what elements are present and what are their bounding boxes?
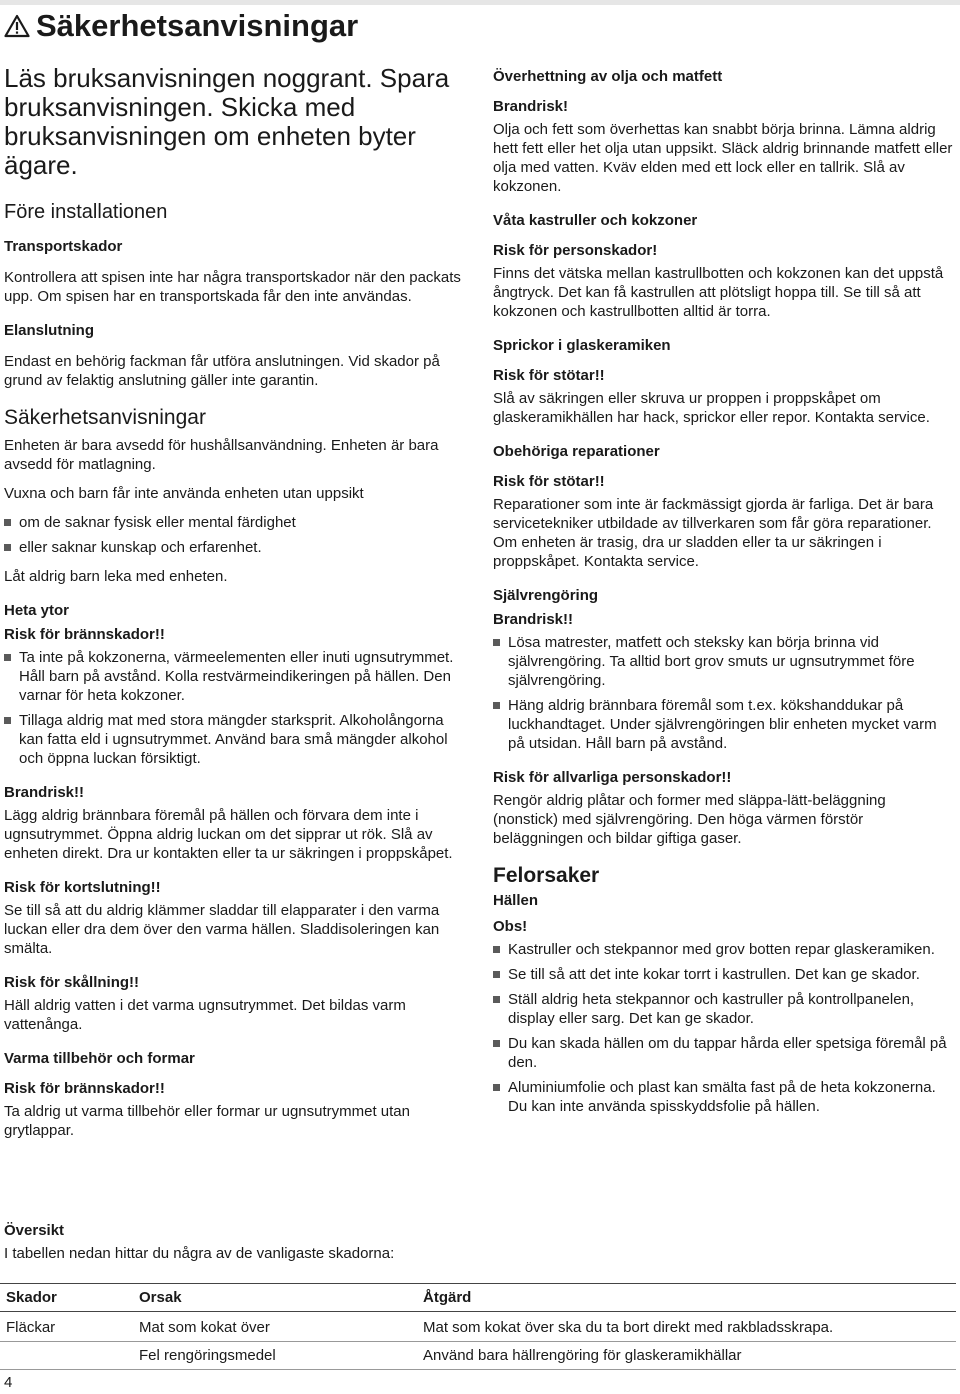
list-item xyxy=(493,940,953,959)
list-item xyxy=(4,513,464,532)
text-wet: Finns det vätska mellan kastrullbotten och kokzonen kan det uppstå ångtryck. Det kan få kastrullen att plötsligt hoppa till. Se till så att kokzonen och kastrullbotten alltid är torra. xyxy=(493,265,944,320)
heading-repairs: Obehöriga reparationer xyxy=(493,443,660,460)
heading-repair-risk: Risk för stötar!! xyxy=(493,473,605,490)
text-overview: I tabellen nedan hittar du några av de vanligaste skadorna: xyxy=(4,1245,395,1262)
fault-table xyxy=(0,1283,956,1370)
table-cell: Mat som kokat över xyxy=(139,1319,270,1336)
bullet-icon xyxy=(4,544,11,551)
bullet-icon xyxy=(493,946,500,953)
heading-hot-surfaces: Heta ytor xyxy=(4,602,70,619)
overview-section xyxy=(4,1222,604,1273)
heading-crack-risk: Risk för stötar!! xyxy=(493,367,605,384)
section-before-install: Före installationen xyxy=(4,201,168,223)
hob-list xyxy=(493,940,953,1116)
list-item-text: Lösa matrester, matfett och steksky kan börja brinna vid självrengöring. Ta alltid bort grov smuts ur ugnsutrymmet före självrengöring. xyxy=(508,634,915,689)
heading-burn-risk: Risk för brännskador!! xyxy=(4,626,165,643)
heading-obs: Obs! xyxy=(493,918,528,935)
text-oil: Olja och fett som överhettas kan snabbt börja brinna. Lämna aldrig hett fett eller het olja utan uppsikt. Släck aldrig brinnande matfett eller olja med vatten. Kväv elden med ett lock eller en tallrik. Slå av kokzonen. xyxy=(493,121,953,195)
bullet-icon xyxy=(493,702,500,709)
col-header-cause: Orsak xyxy=(139,1289,182,1306)
bullet-icon xyxy=(4,654,11,661)
col-header-action: Åtgärd xyxy=(423,1289,472,1306)
list-item-text: om de saknar fysisk eller mental färdighet xyxy=(19,514,296,531)
text-fire: Lägg aldrig brännbara föremål på hällen och förvara dem inte i ugnsutrymmet. Öppna aldrig luckan om det sipprar ut rök. Slå av enheten direkt. Dra ur kontakten eller ta ur säkringen i proppskåpet. xyxy=(4,807,453,862)
heading-selfclean: Självrengöring xyxy=(493,587,599,604)
heading-elanslutning: Elanslutning xyxy=(4,322,94,339)
list-item-text: Tillaga aldrig mat med stora mängder starksprit. Alkoholångorna kan fatta eld i ugnsutrymmet. Använd bara små mängder alkohol och öppna luckan försiktigt. xyxy=(19,712,448,767)
list-item xyxy=(493,965,953,984)
table-cell: Använd bara hällrengöring för glaskeramikhällar xyxy=(423,1347,742,1364)
selfclean-list xyxy=(493,633,953,753)
list-item xyxy=(493,1078,953,1116)
list-item-text: Ställ aldrig heta stekpannor och kastruller på kontrollpanelen, display eller sarg. Det kan ge skador. xyxy=(508,991,915,1027)
hot-list xyxy=(4,648,464,768)
heading-scald: Risk för skållning!! xyxy=(4,974,140,991)
heading-selfclean-fire: Brandrisk!! xyxy=(493,611,574,628)
right-column xyxy=(493,68,953,1126)
heading-short-circuit: Risk för kortslutning!! xyxy=(4,879,161,896)
text-cracks: Slå av säkringen eller skruva ur proppen i proppskåpet om glaskeramikhällen har hack, sprickor eller repor. Kontakta service. xyxy=(493,390,930,426)
list-item xyxy=(493,990,953,1028)
heading-oil: Överhettning av olja och matfett xyxy=(493,68,723,85)
heading-wet-risk: Risk för personskador! xyxy=(493,242,658,259)
bullet-icon xyxy=(493,996,500,1003)
heading-serious-risk: Risk för allvarliga personskador!! xyxy=(493,769,732,786)
heading-wet: Våta kastruller och kokzoner xyxy=(493,212,698,229)
list-item-text: Ta inte på kokzonerna, värmeelementen eller inuti ugnsutrymmet. Håll barn på avstånd. Kolla restvärmeindikeringen på hällen. Den varnar för heta kokzoner. xyxy=(19,649,454,704)
text-serious: Rengör aldrig plåtar och former med släppa-lätt-beläggning (nonstick) med självrengöring. Den höga värmen förstör beläggningen och bildar giftiga gaser. xyxy=(493,792,886,847)
bullet-icon xyxy=(4,717,11,724)
bullet-icon xyxy=(493,639,500,646)
page-title-text: Säkerhetsanvisningar xyxy=(36,8,359,43)
section-safety: Säkerhetsanvisningar xyxy=(4,406,206,429)
list-item-text: Du kan skada hällen om du tappar hårda eller spetsiga föremål på den. xyxy=(508,1035,947,1071)
list-item-text: Se till så att det inte kokar torrt i kastrullen. Det kan ge skador. xyxy=(508,966,920,983)
heading-acc-burn: Risk för brännskador!! xyxy=(4,1080,165,1097)
heading-cracks: Sprickor i glaskeramiken xyxy=(493,337,671,354)
heading-fire-risk: Brandrisk!! xyxy=(4,784,85,801)
page-title xyxy=(4,6,358,46)
col-header-damage: Skador xyxy=(6,1289,57,1306)
bullet-icon xyxy=(493,971,500,978)
list-item xyxy=(4,711,464,768)
text-scald: Häll aldrig vatten i det varma ugnsutrymmet. Det bildas varm vattenånga. xyxy=(4,997,406,1033)
text-transport: Kontrollera att spisen inte har några transportskador när den packats upp. Om spisen har en transportskada får den inte användas. xyxy=(4,269,461,305)
table-cell xyxy=(0,1346,137,1365)
left-column xyxy=(4,64,464,1150)
list-item-text: eller saknar kunskap och erfarenhet. xyxy=(19,539,262,556)
table-row xyxy=(0,1312,956,1342)
warning-icon xyxy=(4,14,30,38)
text-kids: Låt aldrig barn leka med enheten. xyxy=(4,568,228,585)
list-item xyxy=(4,648,464,705)
intro-text: Läs bruksanvisningen noggrant. Spara bruksanvisningen. Skicka med bruksanvisningen om enheten byter ägare. xyxy=(4,63,450,180)
list-item xyxy=(493,696,953,753)
heading-accessories: Varma tillbehör och formar xyxy=(4,1050,195,1067)
list-item-text: Aluminiumfolie och plast kan smälta fast på de heta kokzonerna. Du kan inte använda spisskyddsfolie på hällen. xyxy=(508,1079,936,1115)
heading-overview: Översikt xyxy=(4,1222,65,1239)
text-repairs: Reparationer som inte är fackmässigt gjorda är farliga. Det är bara servicetekniker utbildade av tillverkaren som får göra reparationer. Om enheten är trasig, dra ur sladden eller ta ur säkringen i proppskåpet. Kontakta service. xyxy=(493,496,934,570)
text-elanslutning: Endast en behörig fackman får utföra anslutningen. Vid skador på grund av felaktig anslutning gäller inte garantin. xyxy=(4,353,440,389)
adults-list xyxy=(4,513,464,557)
table-row xyxy=(0,1342,956,1370)
section-causes: Felorsaker xyxy=(493,864,600,887)
list-item xyxy=(493,1034,953,1072)
text-adults: Vuxna och barn får inte använda enheten utan uppsikt xyxy=(4,485,364,502)
list-item xyxy=(4,538,464,557)
page-number: 4 xyxy=(4,1374,13,1391)
table-cell: Mat som kokat över ska du ta bort direkt med rakbladsskrapa. xyxy=(423,1319,834,1336)
text-accessories: Ta aldrig ut varma tillbehör eller formar ur ugnsutrymmet utan grytlappar. xyxy=(4,1103,410,1139)
heading-hob: Hällen xyxy=(493,892,539,909)
list-item-text: Kastruller och stekpannor med grov botten repar glaskeramiken. xyxy=(508,941,935,958)
bullet-icon xyxy=(493,1084,500,1091)
list-item xyxy=(493,633,953,690)
heading-transport: Transportskador xyxy=(4,238,123,255)
heading-oil-fire: Brandrisk! xyxy=(493,98,569,115)
text-safety: Enheten är bara avsedd för hushållsanvändning. Enheten är bara avsedd för matlagning. xyxy=(4,437,439,473)
table-cell: Fläckar xyxy=(6,1319,56,1336)
bullet-icon xyxy=(493,1040,500,1047)
bullet-icon xyxy=(4,519,11,526)
top-rule xyxy=(0,0,960,5)
text-short-circuit: Se till så att du aldrig klämmer sladdar till elapparater i den varma luckan eller dra dem över den varma hällen. Sladdisoleringen kan smälta. xyxy=(4,902,440,957)
table-cell: Fel rengöringsmedel xyxy=(139,1347,276,1364)
table-header xyxy=(0,1283,956,1312)
list-item-text: Häng aldrig brännbara föremål som t.ex. kökshanddukar på luckhandtaget. Under självrengöringen blir enheten mycket varm på utsidan. Håll barn på avstånd. xyxy=(508,697,937,752)
